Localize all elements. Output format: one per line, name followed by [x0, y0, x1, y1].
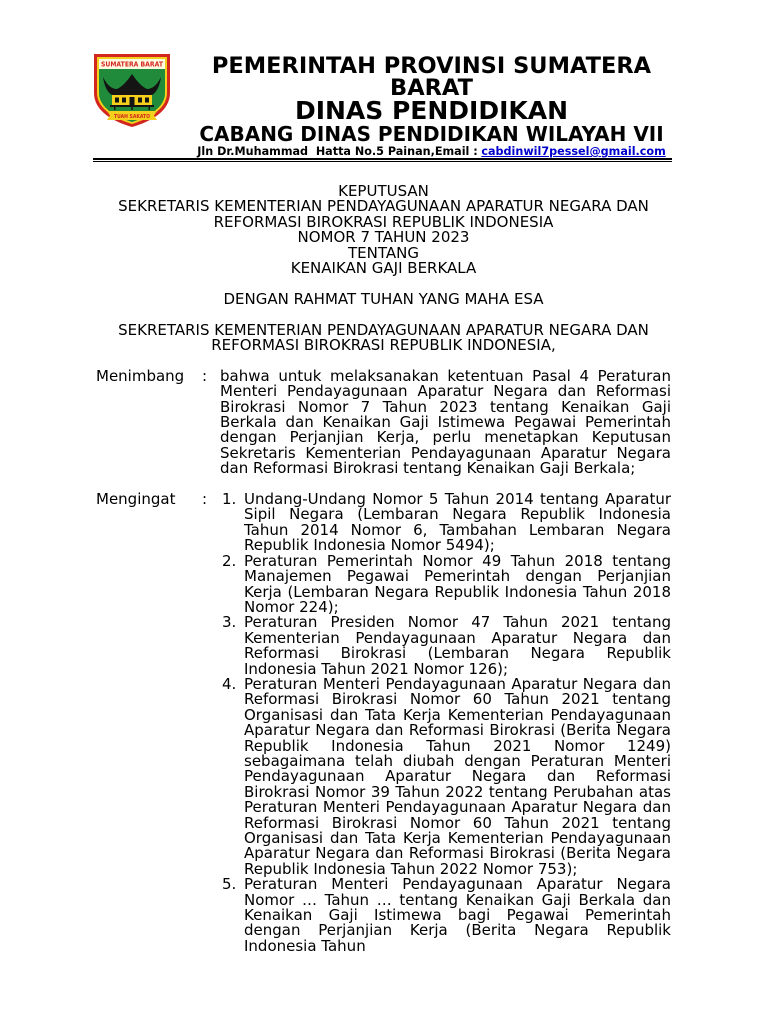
- rumah-gadang-window: [138, 98, 142, 103]
- item-text: Peraturan Pemerintah Nomor 49 Tahun 2018 tentang Manajemen Pegawai Pemerintah dengan Perjanjian Kerja (Lembaran Negara Republik Indonesia Tahun 2018 Nomor 224);: [244, 551, 671, 616]
- item-text: Undang-Undang Nomor 5 Tahun 2014 tentang Aparatur Sipil Negara (Lembaran Negara Republik Indonesia Tahun 2014 Nomor 6, Tambahan Lembaran Negara Republik Indonesia Nomor 5494);: [244, 490, 671, 555]
- issuing-official: SEKRETARIS KEMENTERIAN PENDAYAGUNAAN APARATUR NEGARA DAN REFORMASI BIROKRASI REPUBLIK INDONESIA,: [118, 320, 649, 355]
- rumah-gadang-door: [130, 97, 135, 105]
- rumah-gadang-window: [122, 98, 126, 103]
- rumah-gadang-window: [115, 98, 119, 103]
- decree-heading: KEPUTUSAN: [338, 182, 429, 200]
- rumah-gadang-stilt: [131, 107, 133, 110]
- letterhead-text: [191, 55, 672, 158]
- legal-basis-label: Mengingat: [96, 490, 176, 509]
- legal-basis-list: [222, 492, 671, 954]
- decree-body: [96, 184, 671, 954]
- legal-basis-item-2: [222, 551, 671, 616]
- legal-basis-colon: :: [202, 490, 208, 509]
- email-link[interactable]: cabdinwil7pessel@gmail.com: [481, 145, 666, 158]
- address-line: [191, 145, 672, 158]
- considering-label: Menimbang: [96, 366, 185, 385]
- decree-number: NOMOR 7 TAHUN 2023: [297, 228, 470, 247]
- decree-issuer: SEKRETARIS KEMENTERIAN PENDAYAGUNAAN APARATUR NEGARA DAN REFORMASI BIROKRASI REPUBLIK INDONESIA: [118, 197, 649, 231]
- item-number: 5.: [222, 875, 237, 894]
- branch-office-name: CABANG DINAS PENDIDIKAN WILAYAH VII: [199, 122, 664, 146]
- considering-colon: :: [202, 366, 208, 385]
- letterhead-divider: [93, 158, 672, 162]
- emblem-top-text: SUMATERA BARAT: [101, 60, 164, 69]
- item-text: Peraturan Menteri Pendayagunaan Aparatur Negara dan Reformasi Birokrasi Nomor 60 Tahun 2021 tentang Organisasi dan Tata Kerja Kementerian Pendayagunaan Aparatur Negara dan Reformasi Birokrasi (Berita Negara Republik Indonesia Tahun 2021 Nomor 1249) sebagaimana telah diubah dengan Peraturan Menteri Pendayagunaan Aparatur Negara dan Reformasi Birokrasi Nomor 39 Tahun 2022 tentang Perubahan atas Peraturan Menteri Pendayagunaan Aparatur Negara dan Reformasi Birokrasi Nomor 60 Tahun 2021 tentang Organisasi dan Tata Kerja Kementerian Pendayagunaan Aparatur Negara dan Reformasi Birokrasi (Berita Negara Republik Indonesia Tahun 2022 Nomor 753);: [244, 674, 671, 878]
- rumah-gadang-base: [110, 105, 154, 107]
- invocation: DENGAN RAHMAT TUHAN YANG MAHA ESA: [223, 289, 544, 308]
- decree-subject: KENAIKAN GAJI BERKALA: [290, 259, 477, 278]
- legal-basis-item-4: [222, 674, 671, 878]
- rumah-gadang-stilt: [149, 107, 151, 110]
- item-number: 2.: [222, 551, 237, 570]
- decree-about-label: TENTANG: [348, 243, 419, 262]
- sumatera-barat-emblem-icon: [92, 52, 172, 128]
- item-number: 3.: [222, 613, 237, 632]
- item-number: 4.: [222, 674, 237, 693]
- decree-title-block: [96, 184, 671, 276]
- emblem-motto-text: TUAH SAKATO: [114, 113, 151, 120]
- rumah-gadang-stilt: [114, 107, 116, 110]
- item-text: Peraturan Presiden Nomor 47 Tahun 2021 tentang Kementerian Pendayagunaan Aparatur Negara dan Reformasi Birokrasi (Lembaran Negara Republik Indonesia Tahun 2021 Nomor 126);: [244, 613, 671, 678]
- legal-basis-section: [96, 492, 671, 954]
- government-name: PEMERINTAH PROVINSI SUMATERA BARAT: [211, 53, 652, 101]
- legal-basis-item-1: [222, 492, 671, 554]
- considering-section: [96, 366, 671, 478]
- rumah-gadang-window: [145, 98, 149, 103]
- considering-text: bahwa untuk melaksanakan ketentuan Pasal 4 Peraturan Menteri Pendayagunaan Aparatur Negara dan Reformasi Birokrasi Nomor 7 Tahun 2023 tentang Kenaikan Gaji Berkala dan Kenaikan Gaji Istimewa Pegawai Pemerintah dengan Perjanjian Kerja, perlu menetapkan Keputusan Sekretaris Kementerian Pendayagunaan Aparatur Negara dan Reformasi Birokrasi tentang Kenaikan Gaji Berkala;: [220, 366, 671, 478]
- legal-basis-item-3: [222, 615, 671, 677]
- address-text: Jln Dr.Muhammad Hatta No.5 Painan,Email :: [197, 145, 478, 158]
- legal-basis-item-5: [222, 877, 671, 954]
- item-text: Peraturan Menteri Pendayagunaan Aparatur Negara Nomor … Tahun … tentang Kenaikan Gaji Berkala dan Kenaikan Gaji Istimewa bagi Pegawai Pemerintah dengan Perjanjian Kerja (Berita Negara Republik Indonesia Tahun: [244, 875, 671, 955]
- agency-name: DINAS PENDIDIKAN: [294, 96, 569, 125]
- item-number: 1.: [222, 490, 237, 509]
